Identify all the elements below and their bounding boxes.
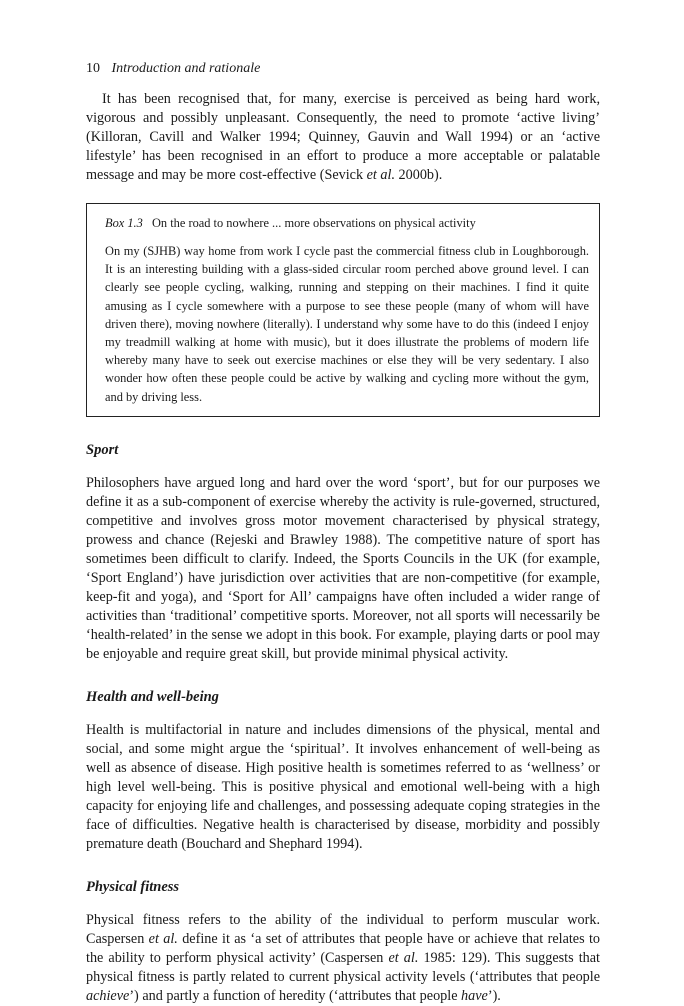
box-body: On my (SJHB) way home from work I cycle past the commercial fitness club in Loughborough. It is an interesting building with a glass-sided circular room perched above ground level. I can clearly see people cycling, walking, running and stepping on their machines. I find it quite amusing as I cycle somewhere with a purpose to see these people (many of whom will have driven there), moving nowhere (literally). I understand why some have to do this (indeed I enjoy my treadmill walking at home with music), but it does illustrate the problems of modern life whereby many have to seek out exercise machines or else they will be very sedentary. I also wonder how often these people could be active by walking and cycling more without the gym, and by driving less.	[105, 244, 589, 404]
intro-paragraph: It has been recognised that, for many, exercise is perceived as being hard work, vigorous and possibly unpleasant. Consequently, the need to promote ‘active living’ (Killoran, Cavill and Walker 1994; Quinney, Gauvin and Wall 1994) or an ‘active lifestyle’ has been recognised in an effort to produce a more acceptable or palatable message and may be more cost-effective (Sevick et al. 2000b).	[86, 91, 600, 183]
running-head	[86, 60, 600, 78]
fitness-paragraph: Physical fitness refers to the ability of the individual to perform muscular work. Caspersen et al. define it as ‘a set of attributes that people have or achieve that relates to the ability to perform physical activity’ (Caspersen et al. 1985: 129). This suggests that physical fitness is partly related to current physical activity levels (‘attributes that people achieve’) and partly a function of heredity (‘attributes that people have’).	[86, 911, 601, 1004]
health-paragraph: Health is multifactorial in nature and includes dimensions of the physical, mental and social, and some might argue the ‘spiritual’. It involves enhancement of well-being as well as absence of disease. High positive health is sometimes referred to as ‘wellness’ or high level well-being. This is positive physical and emotional well-being with a high capacity for enjoying life and challenges, and possessing adequate coping strategies in the face of difficulties. Negative health is characterised by disease, morbidity and possibly premature death (Bouchard and Shephard 1994).	[86, 721, 600, 852]
heading-sport: Sport	[86, 441, 119, 458]
book-page	[86, 60, 600, 1006]
box-title	[105, 214, 589, 232]
heading-physical-fitness: Physical fitness	[86, 878, 180, 895]
page-number: 10	[86, 61, 100, 76]
running-title: Introduction and rationale	[111, 61, 261, 76]
heading-health: Health and well-being	[86, 688, 219, 705]
box-title-text: On the road to nowhere ... more observations on physical activity	[151, 216, 476, 230]
box-label: Box 1.3	[105, 216, 143, 230]
box-1-3	[86, 203, 600, 417]
sport-paragraph: Philosophers have argued long and hard over the word ‘sport’, but for our purposes we define it as a sub-component of exercise whereby the activity is rule-governed, structured, competitive and involves gross motor movement characterised by physical strategy, prowess and chance (Rejeski and Brawley 1988). The competitive nature of sport has sometimes been difficult to clarify. Indeed, the Sports Councils in the UK (for example, ‘Sport England’) have jurisdiction over activities that are non-competitive (for example, keep-fit and yoga), and ‘Sport for All’ campaigns have often included a wider range of activities than ‘traditional’ competitive sports. Moreover, not all sports will necessarily be ‘health-related’ in the sense we adopt in this book. For example, playing darts or pool may be enjoyable and require great skill, but provide minimal physical activity.	[86, 474, 600, 662]
